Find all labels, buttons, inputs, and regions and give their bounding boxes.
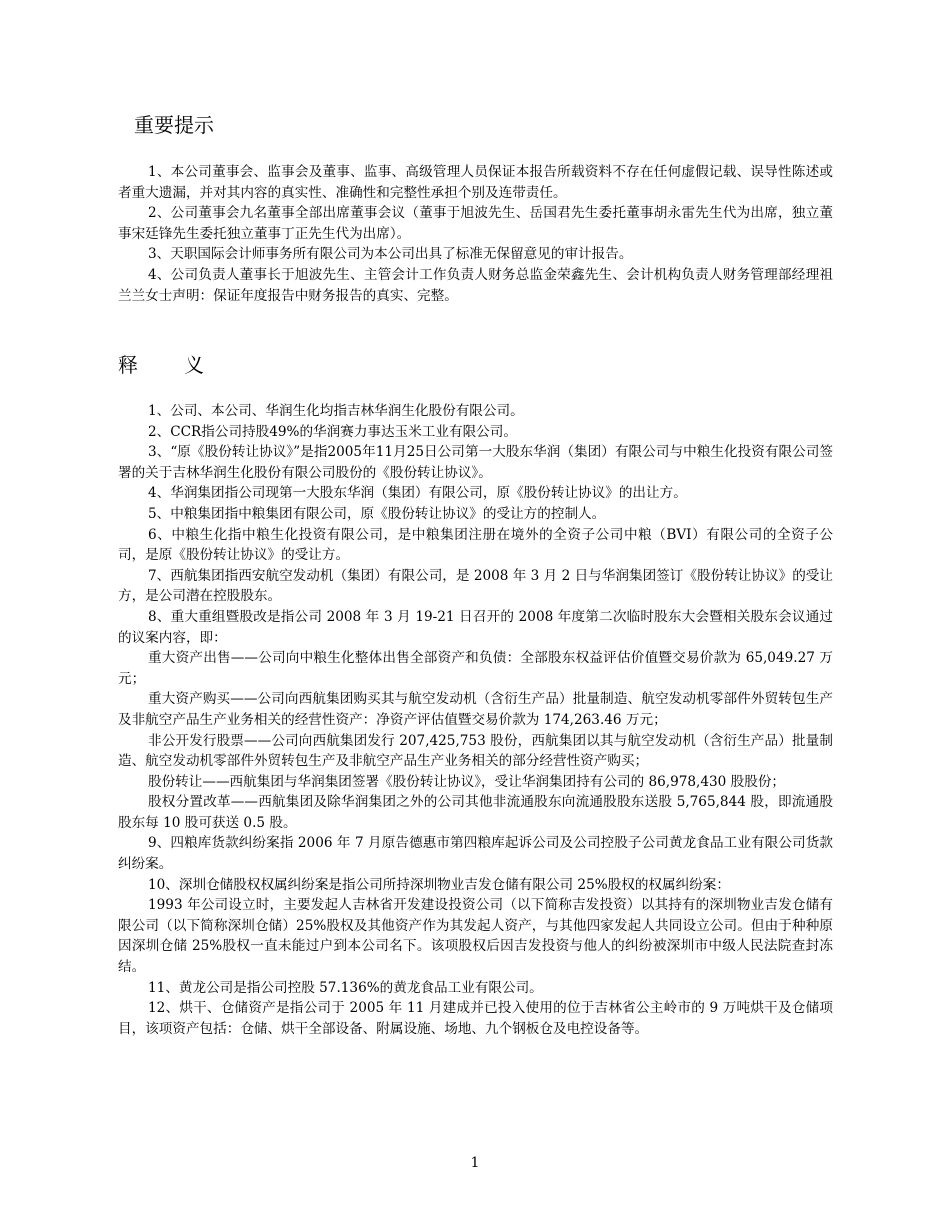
- definition-paragraph: 股份转让——西航集团与华润集团签署《股份转让协议》，受让华润集团持有公司的 86,978,430 股股份；: [148, 773, 786, 790]
- notice-paragraph: 4、公司负责人董事长于旭波先生、主管会计工作负责人财务总监金荣鑫先生、会计机构负责人财务管理部经理祖兰兰女士声明：保证年度报告中财务报告的真实、完整。: [118, 266, 833, 304]
- definition-paragraph: 10、深圳仓储股权权属纠纷案是指公司所持深圳物业吉发仓储有限公司 25%股权的权属纠纷案：: [148, 876, 730, 893]
- definition-paragraph: 5、中粮集团指中粮集团有限公司，原《股份转让协议》的受让方的控制人。: [148, 505, 606, 522]
- definition-paragraph: 3、“原《股份转让协议》”是指2005年11月25日公司第一大股东华润（集团）有限公司与中粮生化投资有限公司签署的关于吉林华润生化股份有限公司股份的《股份转让协议》。: [118, 444, 833, 481]
- notice-paragraph: 2、公司董事会九名董事全部出席董事会议（董事于旭波先生、岳国君先生委托董事胡永雷先生代为出席，独立董事宋廷锋先生委托独立董事丁正先生代为出席）。: [118, 205, 833, 242]
- definition-paragraph: 4、华润集团指公司现第一大股东华润（集团）有限公司，原《股份转让协议》的出让方。: [148, 485, 687, 502]
- definition-paragraph: 股权分置改革——西航集团及除华润集团之外的公司其他非流通股东向流通股股东送股 5,765,844 股，即流通股股东每 10 股可获送 0.5 股。: [118, 794, 833, 831]
- section-title-important-notice: 重要提示: [134, 113, 214, 137]
- definitions-body: [118, 401, 833, 1039]
- section-title-definitions: 释义: [118, 353, 250, 377]
- definition-paragraph: 12、烘干、仓储资产是指公司于 2005 年 11 月建成并已投入使用的位于吉林省公主岭市的 9 万吨烘干及仓储项目，该项资产包括：仓储、烘干全部设备、附属设施、场地、九个钢板仓及电控设备等。: [118, 1000, 833, 1037]
- definition-paragraph: 9、四粮库货款纠纷案指 2006 年 7 月原告德惠市第四粮库起诉公司及公司控股子公司黄龙食品工业有限公司货款纠纷案。: [118, 835, 833, 873]
- definition-paragraph: 11、黄龙公司是指公司控股 57.136%的黄龙食品工业有限公司。: [148, 979, 543, 996]
- definition-paragraph: 重大资产购买——公司向西航集团购买其与航空发动机（含衍生产品）批量制造、航空发动机零部件外贸转包生产及非航空产品生产业务相关的经营性资产：净资产评估值暨交易价款为 174,263.46 万元；: [118, 691, 833, 728]
- notice-paragraph: 3、天职国际会计师事务所有限公司为本公司出具了标准无保留意见的审计报告。: [148, 246, 633, 263]
- definition-paragraph: 重大资产出售——公司向中粮生化整体出售全部资产和负债：全部股东权益评估价值暨交易价款为 65,049.27 万元；: [118, 650, 833, 687]
- definition-paragraph: 8、重大重组暨股改是指公司 2008 年 3 月 19-21 日召开的 2008 年度第二次临时股东大会暨相关股东会议通过的议案内容，即：: [118, 608, 833, 646]
- important-notice-body: [118, 162, 833, 306]
- definition-paragraph: 1993 年公司设立时，主要发起人吉林省开发建设投资公司（以下简称吉发投资）以其持有的深圳物业吉发仓储有限公司（以下简称深圳仓储）25%股权及其他资产作为其发起人资产，与其他四家发起人共同设立公司。但由于种种原因深圳仓储 25%股权一直未能过户到本公司名下。该项股权后因吉发投资与他人的纠纷被深圳市中级人民法院查封冻结。: [118, 897, 833, 976]
- definition-paragraph: 2、CCR指公司持股49%的华润赛力事达玉米工业有限公司。: [148, 423, 517, 440]
- notice-paragraph: 1、本公司董事会、监事会及董事、监事、高级管理人员保证本报告所载资料不存在任何虚假记载、误导性陈述或者重大遗漏，并对其内容的真实性、准确性和完整性承担个别及连带责任。: [118, 164, 833, 201]
- page-number: 1: [470, 1155, 480, 1171]
- definition-paragraph: 1、公司、本公司、华润生化均指吉林华润生化股份有限公司。: [148, 403, 524, 419]
- definition-paragraph: 7、西航集团指西安航空发动机（集团）有限公司，是 2008 年 3 月 2 日与华润集团签订《股份转让协议》的受让方，是公司潜在控股股东。: [118, 567, 833, 605]
- definition-paragraph: 6、中粮生化指中粮生化投资有限公司，是中粮集团注册在境外的全资子公司中粮（BVI）有限公司的全资子公司，是原《股份转让协议》的受让方。: [118, 526, 833, 564]
- definition-paragraph: 非公开发行股票——公司向西航集团发行 207,425,753 股份，西航集团以其与航空发动机（含衍生产品）批量制造、航空发动机零部件外贸转包生产及非航空产品生产业务相关的部分经营性资产购买；: [118, 732, 833, 770]
